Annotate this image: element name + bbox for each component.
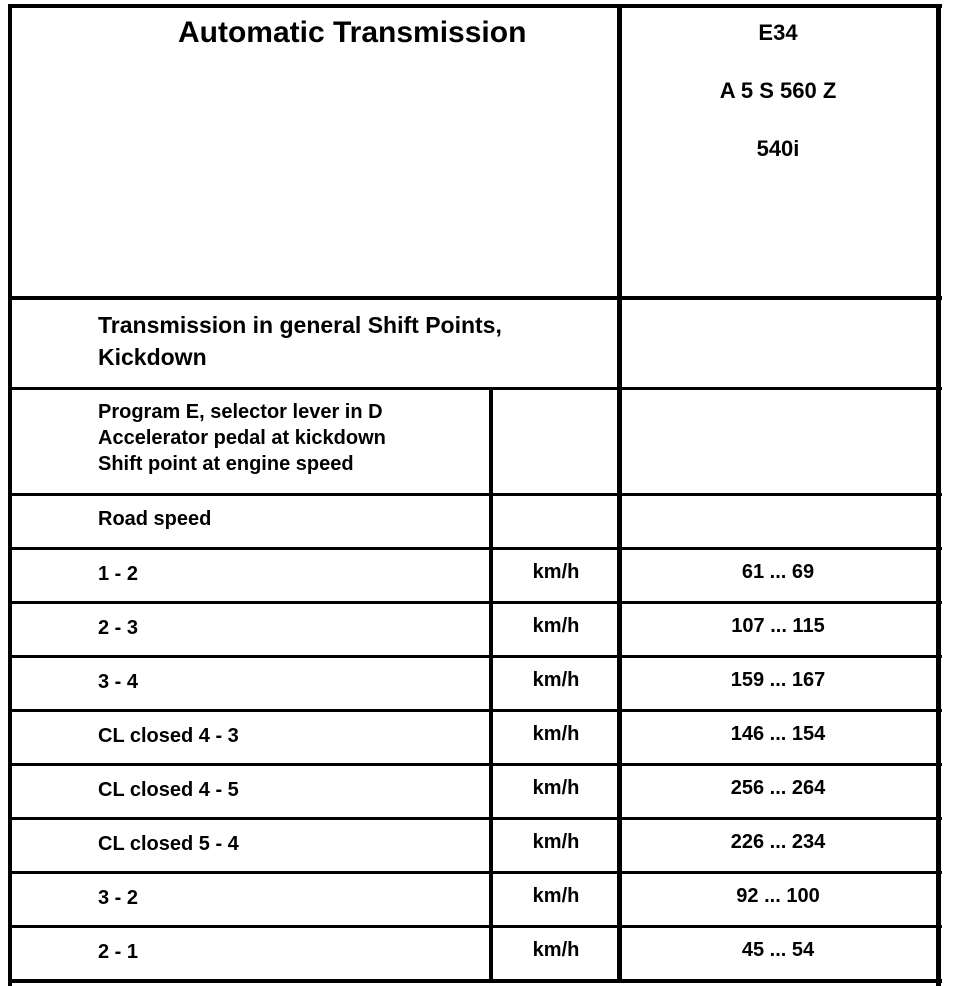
vehicle-variant: 540i — [756, 136, 800, 161]
row-divider — [8, 925, 942, 928]
table-border-top — [8, 4, 942, 8]
condition-line: Accelerator pedal at kickdown — [98, 427, 386, 449]
row-label: CL closed 4 - 3 — [98, 725, 239, 747]
condition-line: Program E, selector lever in D — [98, 401, 383, 423]
table-border-bottom — [8, 979, 942, 983]
row-unit: km/h — [532, 561, 580, 583]
row-label: 3 - 4 — [98, 671, 139, 693]
model-code: E34 — [758, 20, 798, 45]
road-speed-label: Road speed — [98, 508, 212, 530]
row-label: CL closed 4 - 5 — [98, 779, 239, 801]
row-divider — [8, 493, 942, 496]
row-divider — [8, 296, 942, 300]
row-value: 256 ... 264 — [730, 777, 826, 799]
row-label: 2 - 3 — [98, 617, 139, 639]
section-title-line-2: Kickdown — [98, 344, 207, 370]
transmission-code: A 5 S 560 Z — [719, 78, 837, 103]
row-unit: km/h — [532, 885, 580, 907]
row-unit: km/h — [532, 615, 580, 637]
row-label: CL closed 5 - 4 — [98, 833, 239, 855]
row-value: 159 ... 167 — [730, 669, 826, 691]
row-divider — [8, 817, 942, 820]
page-title: Automatic Transmission — [178, 16, 527, 49]
row-divider — [8, 763, 942, 766]
row-value: 226 ... 234 — [730, 831, 826, 853]
row-value: 92 ... 100 — [736, 885, 820, 907]
row-value: 146 ... 154 — [730, 723, 826, 745]
row-value: 107 ... 115 — [731, 615, 825, 637]
section-title-line-1: Transmission in general Shift Points, — [98, 312, 502, 338]
row-divider — [8, 547, 942, 550]
row-divider — [8, 601, 942, 604]
row-unit: km/h — [532, 831, 580, 853]
row-divider — [8, 709, 942, 712]
row-label: 3 - 2 — [98, 887, 139, 909]
row-unit: km/h — [532, 777, 580, 799]
row-unit: km/h — [532, 669, 580, 691]
row-label: 1 - 2 — [98, 563, 139, 585]
row-divider — [8, 655, 942, 658]
row-label: 2 - 1 — [98, 941, 139, 963]
row-unit: km/h — [532, 723, 580, 745]
row-divider — [8, 387, 942, 390]
row-unit: km/h — [532, 939, 580, 961]
row-value: 61 ... 69 — [741, 561, 815, 583]
row-divider — [8, 871, 942, 874]
row-value: 45 ... 54 — [741, 939, 815, 961]
condition-line: Shift point at engine speed — [98, 453, 354, 475]
